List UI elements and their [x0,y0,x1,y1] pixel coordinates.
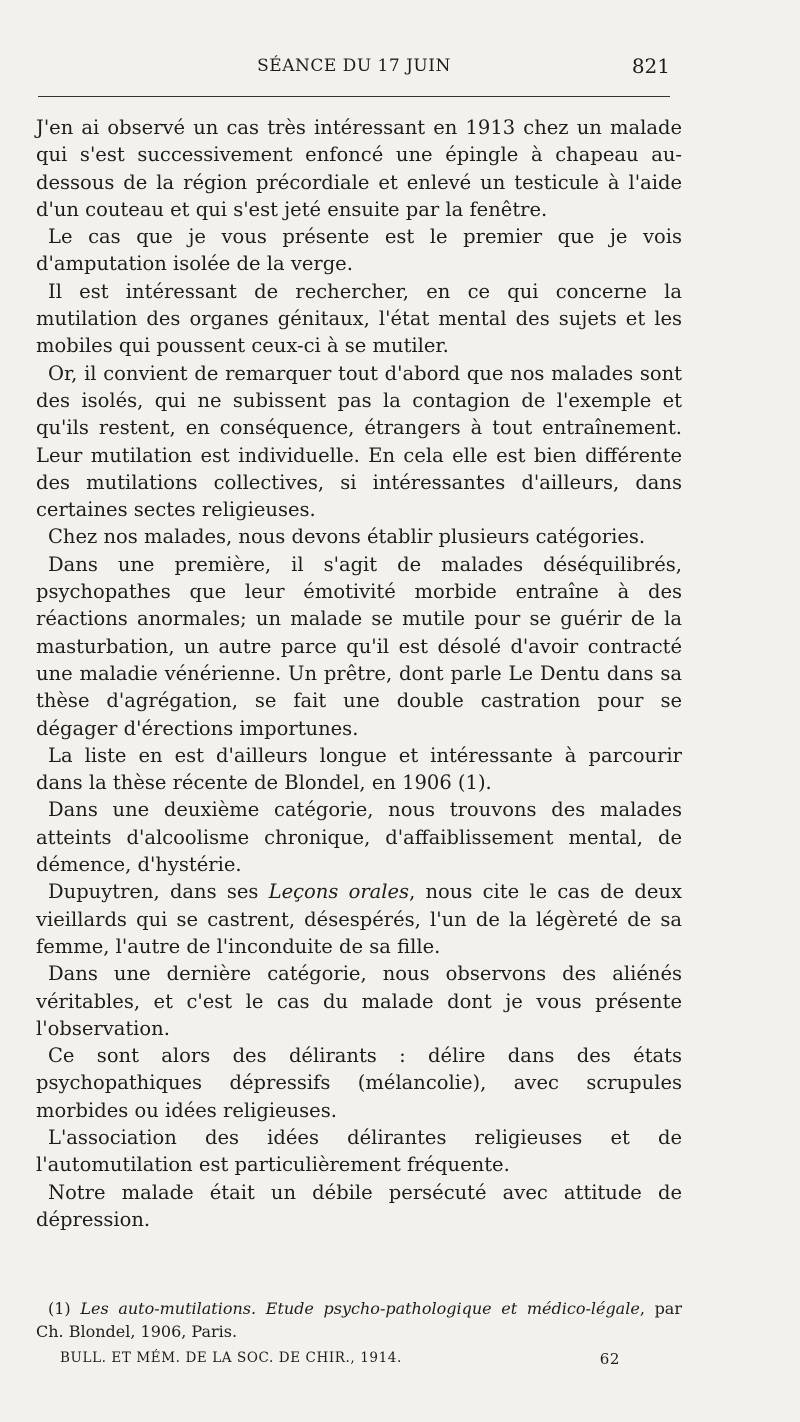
footnote [36,1297,682,1343]
footnote-citation: , par Ch. Blondel, 1906, Paris. [36,1299,682,1341]
paragraph: Notre malade était un débile persécuté avec attitude de dépression. [36,1180,682,1231]
signature-mark: 62 [599,1350,620,1368]
page-footer [60,1350,620,1374]
paragraph-dupuytren [36,878,682,960]
paragraph: J'en ai observé un cas très intéressant en 1913 chez un malade qui s'est successivement enfoncé une épingle à chapeau au-dessous de la région précordiale et enlevé un testicule à l'aide d'un couteau et qui s'est jeté ensuite par la fenêtre. [36,116,682,221]
footnote-title: Les auto-mutilations. Etude psycho-pathologique et médico-légale [80,1299,640,1318]
dupuytren-text-end: , nous cite le cas de deux vieillards qui se castrent, désespérés, l'un de la légèreté de sa femme, l'autre de l'inconduite de sa fille. [36,880,682,958]
footnote-marker: (1) [48,1299,81,1318]
running-header [38,50,670,90]
paragraph: L'association des idées délirantes religieuses et de l'automutilation est particulièrement fréquente. [36,1125,682,1177]
paragraph: Chez nos malades, nous devons établir plusieurs catégories. [48,525,646,549]
paragraph: La liste en est d'ailleurs longue et intéressante à parcourir dans la thèse récente de Blondel, en 1906 (1). [36,743,682,795]
paragraph: Dans une dernière catégorie, nous observons des aliénés véritables, et c'est le cas du malade dont je vous présente l'observation. [36,962,682,1040]
paragraph: Or, il convient de remarquer tout d'abord que nos malades sont des isolés, qui ne subissent pas la contagion de l'exemple et qu'ils restent, en conséquence, étrangers à tout entraînement. Leur mutilation est individuelle. En cela elle est bien différente des mutilations collectives, si intéressantes d'ailleurs, dans certaines sectes religieuses. [36,361,682,522]
body-text [36,114,682,1233]
page-number: 821 [631,54,670,78]
paragraph: Il est intéressant de rechercher, en ce qui concerne la mutilation des organes génitaux, l'état mental des sujets et les mobiles qui poussent ceux-ci à se mutiler. [36,279,682,358]
paragraph: Ce sont alors des délirants : délire dans des états psychopathiques dépressifs (mélancolie), avec scrupules morbides ou idées religieuses. [36,1044,682,1122]
header-rule [38,96,670,97]
running-title: SÉANCE DU 17 JUIN [257,56,451,76]
dupuytren-text-start: Dupuytren, dans ses [48,880,269,904]
paragraph: Dans une deuxième catégorie, nous trouvons des malades atteints d'alcoolisme chronique, d'affaiblissement mental, de démence, d'hystérie. [36,798,682,877]
paragraph: Le cas que je vous présente est le premier que je vois d'amputation isolée de la verge. [36,225,682,276]
journal-line: BULL. ET MÉM. DE LA SOC. DE CHIR., 1914. [60,1350,402,1366]
paragraph: Dans une première, il s'agit de malades déséquilibrés, psychopathes que leur émotivité morbide entraîne à des réactions anormales; un malade se mutile pour se guérir de la masturbation, un autre parce qu'il est désolé d'avoir contracté une maladie vénérienne. Un prêtre, dont parle Le Dentu dans sa thèse d'agrégation, se fait une double castration pour se dégager d'érections importunes. [36,552,682,740]
lecons-orales-title: Leçons orales [268,880,410,904]
